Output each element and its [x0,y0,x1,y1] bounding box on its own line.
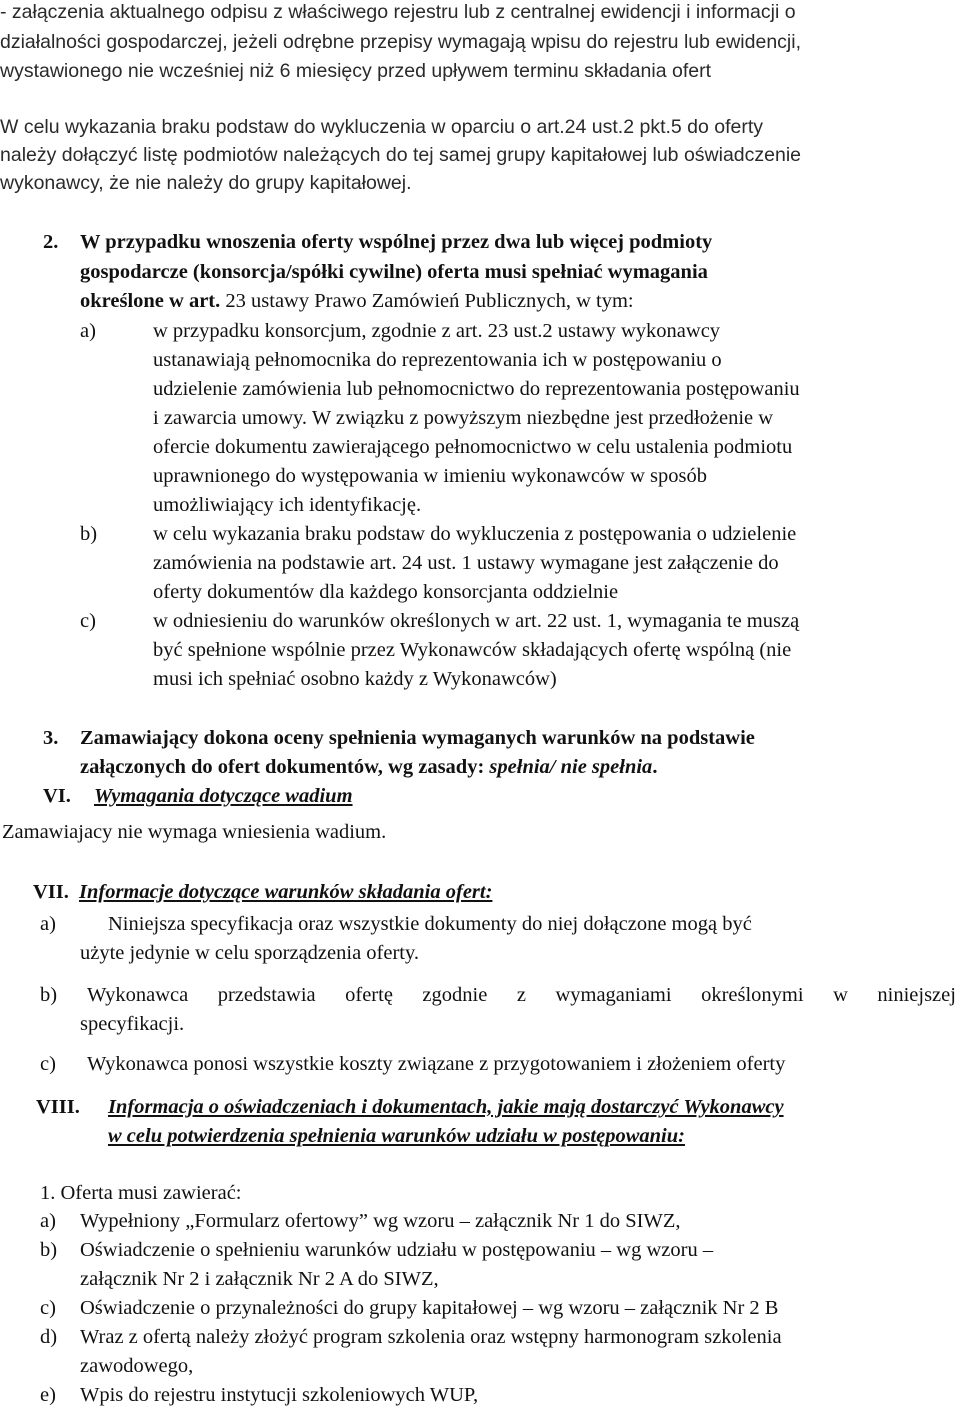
section-2-a-line-2: ustanawiają pełnomocnika do reprezentowania ich w postępowaniu o [153,349,722,371]
section-viii-e-marker: e) [40,1384,56,1406]
section-2-a-line-5: ofercie dokumentu zawierającego pełnomocnictwo w celu ustalenia podmiotu [153,436,793,458]
section-vii-c-marker: c) [40,1053,56,1075]
section-2-number: 2. [43,231,59,253]
section-viii-b-marker: b) [40,1239,58,1261]
section-viii-a-marker: a) [40,1210,56,1232]
section-vii-b-marker: b) [40,984,58,1006]
section-vii-number: VII. [33,881,69,903]
intro-line-1: - załączenia aktualnego odpisu z właściwego rejestru lub z centralnej ewidencji i informacji o [0,1,796,23]
section-vii-a-marker: a) [40,913,56,935]
section-viii-d-line-2: zawodowego, [80,1355,194,1377]
section-2-c-marker: c) [80,610,96,632]
intro-line-5: należy dołączyć listę podmiotów należących do tej samej grupy kapitałowej lub oświadczenie [0,144,802,166]
section-vi-number: VI. [43,785,71,807]
intro-line-3: wystawionego nie wcześniej niż 6 miesięcy przed upływem terminu składania ofert [0,60,711,82]
section-viii-c-text: Oświadczenie o przynależności do grupy kapitałowej – wg wzoru – załącznik Nr 2 B [80,1297,779,1319]
section-viii-title-line-1: Informacja o oświadczeniach i dokumentach, jakie mają dostarczyć Wykonawcy [108,1096,784,1118]
section-3-line-2 [80,757,657,778]
section-2-b-line-1: w celu wykazania braku podstaw do wykluczenia z postępowania o udzielenie [153,523,797,545]
section-vii-c-line-1: Wykonawca ponosi wszystkie koszty związane z przygotowaniem i złożeniem oferty [87,1053,786,1075]
section-2-a-line-3: udzielenie zamówienia lub pełnomocnictwo do reprezentowania postępowaniu [153,378,800,400]
section-vii-a-line-2: użyte jedynie w celu sporządzenia oferty. [80,942,420,964]
section-2-b-marker: b) [80,523,98,545]
intro-line-6: wykonawcy, że nie należy do grupy kapitałowej. [0,172,412,194]
section-2-line-3 [80,291,634,312]
section-2-b-line-3: oferty dokumentów dla każdego konsorcjanta oddzielnie [153,581,619,603]
section-vii-b-line-1: Wykonawca przedstawia ofertę zgodnie z wymaganiami określonymi w niniejszej [87,984,956,1006]
section-vii-a-line-1: Niniejsza specyfikacja oraz wszystkie dokumenty do niej dołączone mogą być [108,913,752,935]
section-2-b-line-2: zamówienia na podstawie art. 24 ust. 1 ustawy wymagane jest załączenie do [153,552,779,574]
section-2-c-line-1: w odniesieniu do warunków określonych w art. 22 ust. 1, wymagania te muszą [153,610,800,632]
section-viii-b-line-1: Oświadczenie o spełnieniu warunków udziału w postępowaniu – wg wzoru – [80,1239,714,1261]
section-3-line-2-end: . [652,756,658,778]
section-viii-a-text: Wypełniony „Formularz ofertowy” wg wzoru – załącznik Nr 1 do SIWZ, [80,1210,681,1232]
section-3-line-2-bold: załączonych do ofert dokumentów, wg zasady: [80,756,490,778]
section-2-c-line-2: być spełnione wspólnie przez Wykonawców składających ofertę wspólną (nie [153,639,792,661]
section-2-a-line-7: umożliwiający ich identyfikację. [153,494,422,516]
section-viii-number: VIII. [36,1096,80,1118]
section-viii-e-text: Wpis do rejestru instytucji szkoleniowych WUP, [80,1384,479,1406]
section-2-c-line-3: musi ich spełniać osobno każdy z Wykonawców) [153,668,557,690]
section-viii-c-marker: c) [40,1297,56,1319]
section-viii-point-1: 1. Oferta musi zawierać: [40,1182,242,1204]
section-2-line-1: W przypadku wnoszenia oferty wspólnej przez dwa lub więcej podmioty [80,231,713,253]
section-2-a-line-1: w przypadku konsorcjum, zgodnie z art. 23 ust.2 ustawy wykonawcy [153,320,721,342]
intro-line-4: W celu wykazania braku podstaw do wykluczenia w oparciu o art.24 ust.2 pkt.5 do oferty [0,116,764,138]
section-viii-title-line-2: w celu potwierdzenia spełnienia warunków udziału w postępowaniu: [108,1125,685,1147]
section-3-line-1: Zamawiający dokona oceny spełnienia wymaganych warunków na podstawie [80,727,755,749]
section-3-criteria: spełnia/ nie spełnia [489,756,653,778]
section-vi-body: Zamawiajacy nie wymaga wniesienia wadium. [2,821,387,843]
section-2-line-3-bold: określone w art. [80,290,221,312]
intro-line-2: działalności gospodarczej, jeżeli odrębne przepisy wymagają wpisu do rejestru lub ewidencji, [0,31,802,53]
section-2-a-marker: a) [80,320,96,342]
section-vii-b-line-2: specyfikacji. [80,1013,185,1035]
section-2-a-line-6: uprawnionego do występowania w imieniu wykonawców w sposób [153,465,707,487]
section-viii-d-marker: d) [40,1326,58,1348]
section-vii-title: Informacje dotyczące warunków składania ofert: [79,881,493,903]
section-3-number: 3. [43,727,59,749]
section-viii-d-line-1: Wraz z ofertą należy złożyć program szkolenia oraz wstępny harmonogram szkolenia [80,1326,782,1348]
section-2-a-line-4: i zawarcia umowy. W związku z powyższym niezbędne jest przedłożenie w [153,407,774,429]
section-vi-title: Wymagania dotyczące wadium [94,785,353,807]
section-2-line-2: gospodarcze (konsorcja/spółki cywilne) oferta musi spełniać wymagania [80,261,708,283]
section-viii-b-line-2: załącznik Nr 2 i załącznik Nr 2 A do SIWZ, [80,1268,439,1290]
section-2-line-3-rest: 23 ustawy Prawo Zamówień Publicznych, w tym: [220,290,634,312]
